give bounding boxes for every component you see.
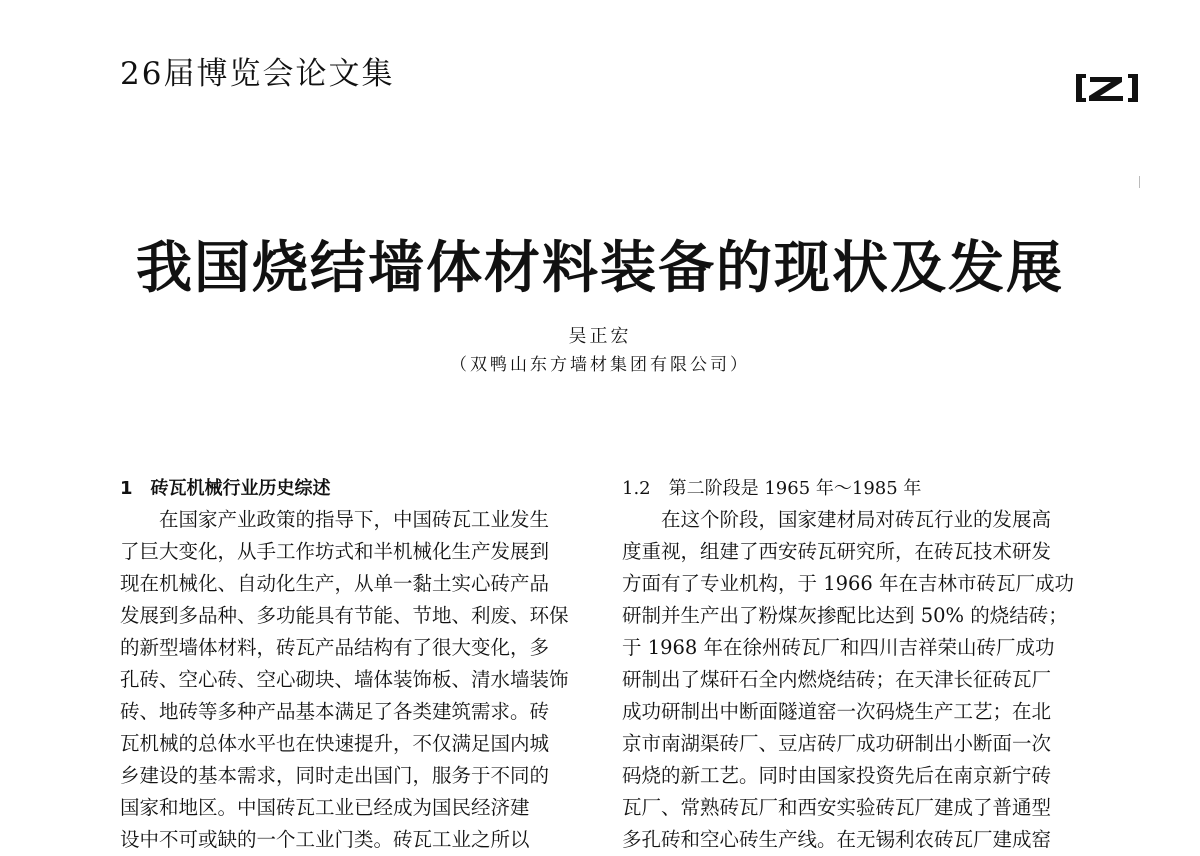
body-line: 成功研制出中断面隧道窑一次码烧生产工艺；在北 [622, 700, 1052, 723]
paper-title: 我国烧结墙体材料装备的现状及发展 [136, 235, 1064, 301]
body-line: 京市南湖渠砖厂、豆店砖厂成功研制出小断面一次 [622, 732, 1052, 755]
author-affiliation: （双鸭山东方墙材集团有限公司） [450, 355, 750, 375]
body-line: 乡建设的基本需求，同时走出国门，服务于不同的 [120, 764, 550, 787]
body-line: 发展到多品种、多功能具有节能、节地、利废、环保 [120, 604, 569, 627]
left-column [120, 474, 586, 856]
series-header: 26届博览会论文集 [120, 56, 395, 92]
body-line: 瓦厂、常熟砖瓦厂和西安实验砖瓦厂建成了普通型 [622, 796, 1052, 819]
section-heading: 1 砖瓦机械行业历史综述 [120, 478, 331, 499]
author-name: 吴正宏 [568, 326, 632, 347]
body-line: 码烧的新工艺。同时由国家投资先后在南京新宁砖 [622, 764, 1052, 787]
body-line: 研制并生产出了粉煤灰掺配比达到 50% 的烧结砖； [622, 604, 1068, 627]
body-line: 孔砖、空心砖、空心砌块、墙体装饰板、清水墙装饰 [120, 668, 569, 691]
body-line: 在国家产业政策的指导下，中国砖瓦工业发生 [159, 508, 550, 531]
body-line: 多孔砖和空心砖生产线。在无锡利农砖瓦厂建成窑 [622, 828, 1052, 851]
page-edge-mark [1139, 176, 1140, 188]
body-line: 现在机械化、自动化生产，从单一黏土实心砖产品 [120, 572, 550, 595]
body-line: 设中不可或缺的一个工业门类。砖瓦工业之所以 [120, 828, 530, 851]
body-line: 在这个阶段，国家建材局对砖瓦行业的发展高 [661, 508, 1052, 531]
body-line: 于 1968 年在徐州砖瓦厂和四川吉祥荣山砖厂成功 [622, 636, 1055, 659]
body-line: 了巨大变化，从手工作坊式和半机械化生产发展到 [120, 540, 550, 563]
body-line: 国家和地区。中国砖瓦工业已经成为国民经济建 [120, 796, 530, 819]
body-line: 度重视，组建了西安砖瓦研究所，在砖瓦技术研发 [622, 540, 1052, 563]
body-line: 砖、地砖等多种产品基本满足了各类建筑需求。砖 [120, 700, 550, 723]
body-line: 的新型墙体材料，砖瓦产品结构有了很大变化，多 [120, 636, 550, 659]
body-line: 瓦机械的总体水平也在快速提升，不仅满足国内城 [120, 732, 550, 755]
subsection-heading: 1.2 第二阶段是 1965 年～1985 年 [622, 478, 922, 499]
body-line: 研制出了煤矸石全内燃烧结砖；在天津长征砖瓦厂 [622, 668, 1052, 691]
right-column [622, 474, 1088, 856]
body-line: 方面有了专业机构，于 1966 年在吉林市砖瓦厂成功 [622, 572, 1075, 595]
corner-logo-mark [1076, 72, 1138, 104]
